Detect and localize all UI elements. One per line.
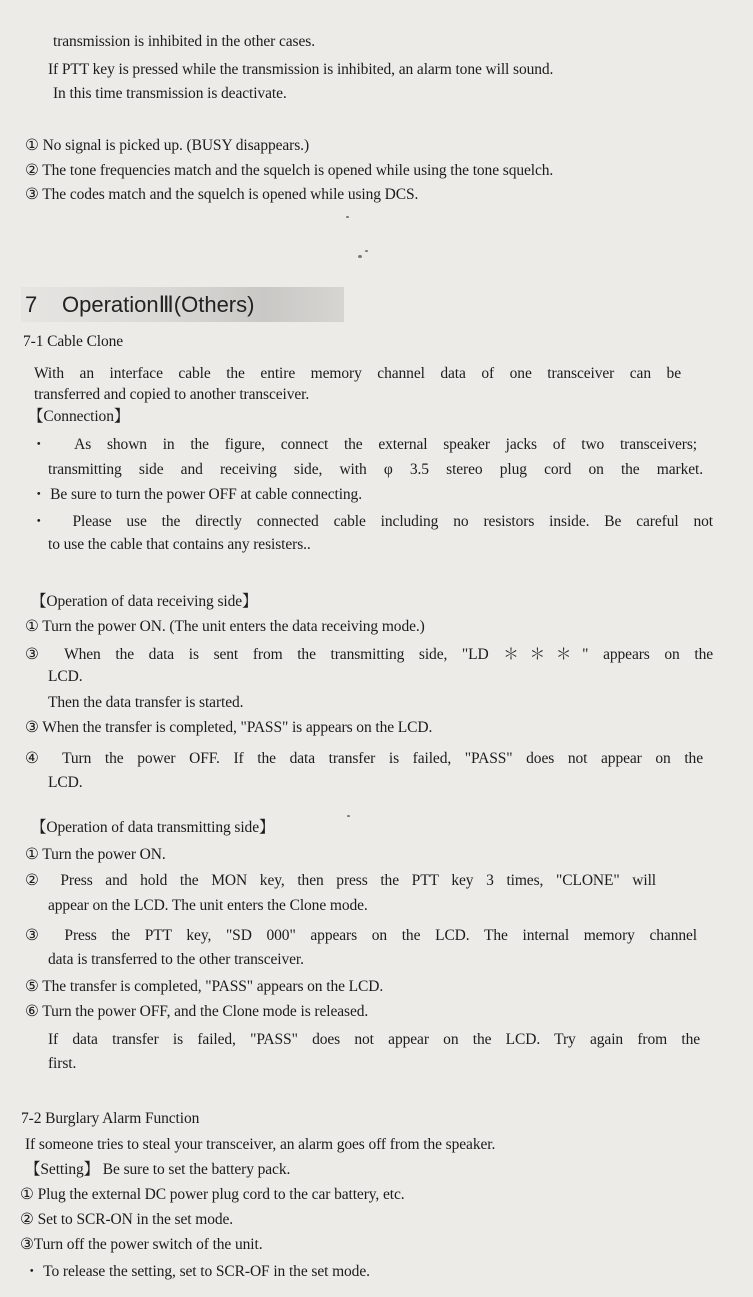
list-item: ② Press and hold the MON key, then press the PTT key 3 times, "CLONE" will <box>25 872 656 889</box>
text-line: With an interface cable the entire memory channel data of one transceiver can be <box>34 365 681 382</box>
text-line: If PTT key is pressed while the transmission is inhibited, an alarm tone will sound. <box>48 61 554 78</box>
text-line: 【Setting】 Be sure to set the battery pack. <box>25 1161 291 1178</box>
list-item: ③Turn off the power switch of the unit. <box>20 1236 263 1253</box>
scan-speck <box>346 216 349 218</box>
text-line: If someone tries to steal your transceiver, an alarm goes off from the speaker. <box>25 1136 496 1153</box>
list-item: ① No signal is picked up. (BUSY disappears.) <box>25 137 310 154</box>
text-line: transmission is inhibited in the other cases. <box>53 33 315 50</box>
text-line: transmitting side and receiving side, with φ 3.5 stereo plug cord on the market. <box>48 461 703 478</box>
subheading: 【Connection】 <box>28 408 130 425</box>
section-heading <box>21 287 344 322</box>
list-item: ④ Turn the power OFF. If the data transfer is failed, "PASS" does not appear on the <box>25 750 703 767</box>
list-item: ① Turn the power ON. (The unit enters the data receiving mode.) <box>25 618 425 635</box>
subsection-heading: 7-2 Burglary Alarm Function <box>21 1110 200 1127</box>
section-number: 7 <box>25 292 38 317</box>
subheading: 【Operation of data receiving side】 <box>31 593 258 610</box>
list-item: ・ Be sure to turn the power OFF at cable connecting. <box>31 486 362 503</box>
subsection-heading: 7-1 Cable Clone <box>23 333 124 350</box>
scan-speck <box>365 250 368 252</box>
scan-speck <box>347 815 350 817</box>
text-line: first. <box>48 1055 77 1072</box>
list-item: ⑤ The transfer is completed, "PASS" appears on the LCD. <box>25 978 384 995</box>
text-line: LCD. <box>48 668 83 685</box>
list-item: ・ Please use the directly connected cable including no resistors inside. Be careful not <box>31 513 713 530</box>
text-line: If data transfer is failed, "PASS" does not appear on the LCD. Try again from the <box>48 1031 700 1048</box>
list-item: ② The tone frequencies match and the squelch is opened while using the tone squelch. <box>25 162 554 179</box>
scan-speck <box>358 255 362 258</box>
subheading: 【Operation of data transmitting side】 <box>31 819 275 836</box>
text-line: Then the data transfer is started. <box>48 694 244 711</box>
list-item: ・ To release the setting, set to SCR-OF in the set mode. <box>24 1263 370 1280</box>
list-item: ・ As shown in the figure, connect the external speaker jacks of two transceivers; <box>31 436 697 453</box>
text-line: to use the cable that contains any resisters.. <box>48 536 311 553</box>
list-item: ① Plug the external DC power plug cord to the car battery, etc. <box>20 1186 405 1203</box>
section-title: OperationⅢ(Others) <box>62 292 255 317</box>
text-line: In this time transmission is deactivate. <box>53 85 287 102</box>
text-line: transferred and copied to another transceiver. <box>34 386 310 403</box>
list-item: ⑥ Turn the power OFF, and the Clone mode is released. <box>25 1003 369 1020</box>
list-item: ① Turn the power ON. <box>25 846 166 863</box>
list-item: ③ When the data is sent from the transmitting side, "LD ＊＊＊" appears on the <box>25 646 713 663</box>
list-item: ② Set to SCR-ON in the set mode. <box>20 1211 234 1228</box>
text-line: appear on the LCD. The unit enters the Clone mode. <box>48 897 368 914</box>
list-item: ③ When the transfer is completed, "PASS" is appears on the LCD. <box>25 719 433 736</box>
list-item: ③ Press the PTT key, "SD 000" appears on the LCD. The internal memory channel <box>25 927 697 944</box>
list-item: ③ The codes match and the squelch is opened while using DCS. <box>25 186 419 203</box>
text-line: LCD. <box>48 774 83 791</box>
text-line: data is transferred to the other transceiver. <box>48 951 304 968</box>
